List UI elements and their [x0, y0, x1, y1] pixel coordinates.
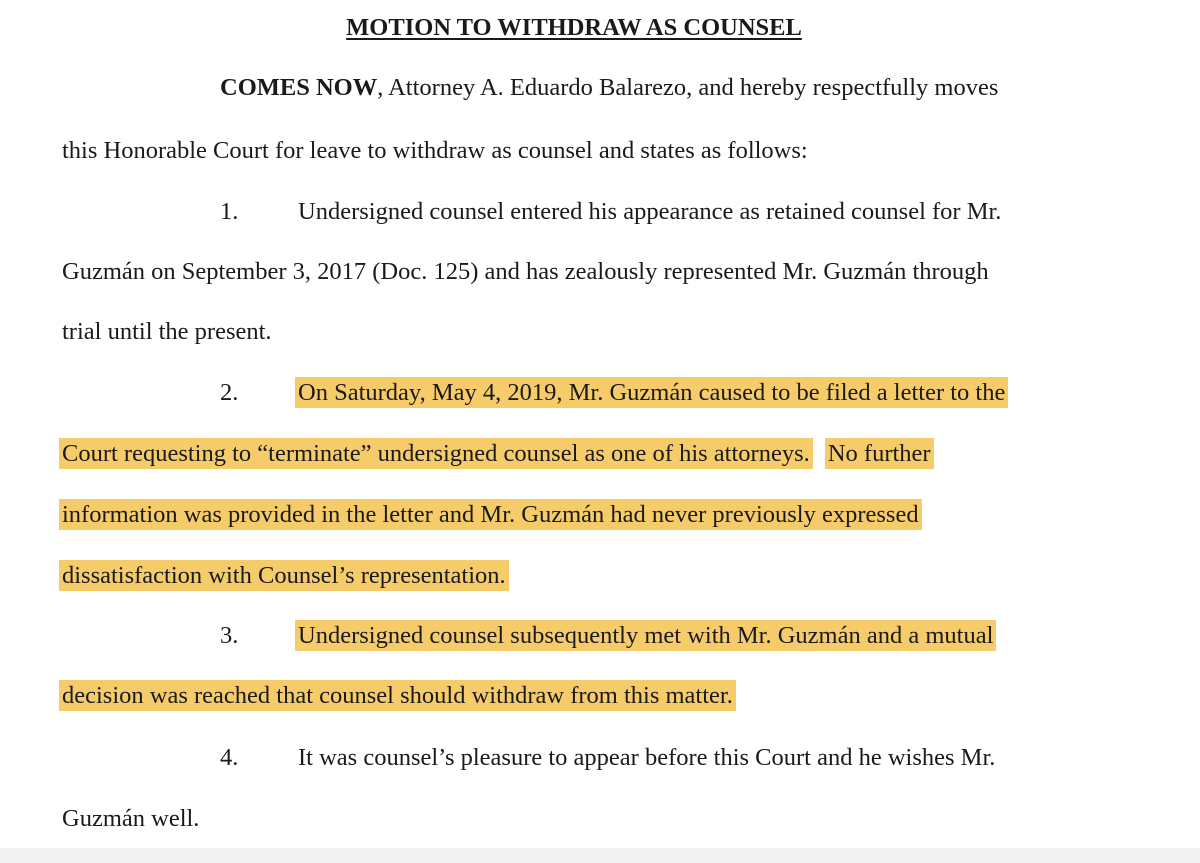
page-bottom-edge — [0, 848, 1200, 863]
paragraph-4-line-2: Guzmán well. — [62, 805, 200, 832]
highlight: dissatisfaction with Counsel’s representation. — [59, 560, 509, 591]
paragraph-3-line-2 — [59, 680, 736, 712]
paragraph-1-line-3: trial until the present. — [62, 318, 272, 345]
document-title: MOTION TO WITHDRAW AS COUNSEL — [346, 14, 802, 41]
paragraph-1-line-2: Guzmán on September 3, 2017 (Doc. 125) and has zealously represented Mr. Guzmán through — [62, 258, 989, 285]
paragraph-2-line-1 — [295, 377, 1008, 409]
paragraph-1-line-1: Undersigned counsel entered his appearance as retained counsel for Mr. — [298, 198, 1002, 225]
highlight: On Saturday, May 4, 2019, Mr. Guzmán caused to be filed a letter to the — [295, 377, 1008, 408]
paragraph-number: 1. — [220, 198, 239, 225]
paragraph-2-line-2 — [59, 438, 934, 470]
highlight: Court requesting to “terminate” undersigned counsel as one of his attorneys. — [59, 438, 813, 469]
highlight: decision was reached that counsel should withdraw from this matter. — [59, 680, 736, 711]
paragraph-number: 3. — [220, 622, 239, 649]
highlight: information was provided in the letter and Mr. Guzmán had never previously expressed — [59, 499, 922, 530]
highlight: Undersigned counsel subsequently met with Mr. Guzmán and a mutual — [295, 620, 996, 651]
intro-line-1-text: , Attorney A. Eduardo Balarezo, and hereby respectfully moves — [377, 74, 999, 101]
paragraph-number: 4. — [220, 744, 239, 771]
paragraph-3-line-1 — [295, 620, 996, 652]
intro-line-2: this Honorable Court for leave to withdraw as counsel and states as follows: — [62, 137, 808, 164]
paragraph-number: 2. — [220, 379, 239, 406]
highlight: No further — [825, 438, 934, 469]
intro-line-1 — [220, 72, 998, 104]
intro-lead: COMES NOW — [220, 74, 378, 101]
paragraph-2-line-4 — [59, 560, 509, 592]
paragraph-4-line-1: It was counsel’s pleasure to appear before this Court and he wishes Mr. — [298, 744, 996, 771]
paragraph-2-line-3 — [59, 499, 922, 531]
